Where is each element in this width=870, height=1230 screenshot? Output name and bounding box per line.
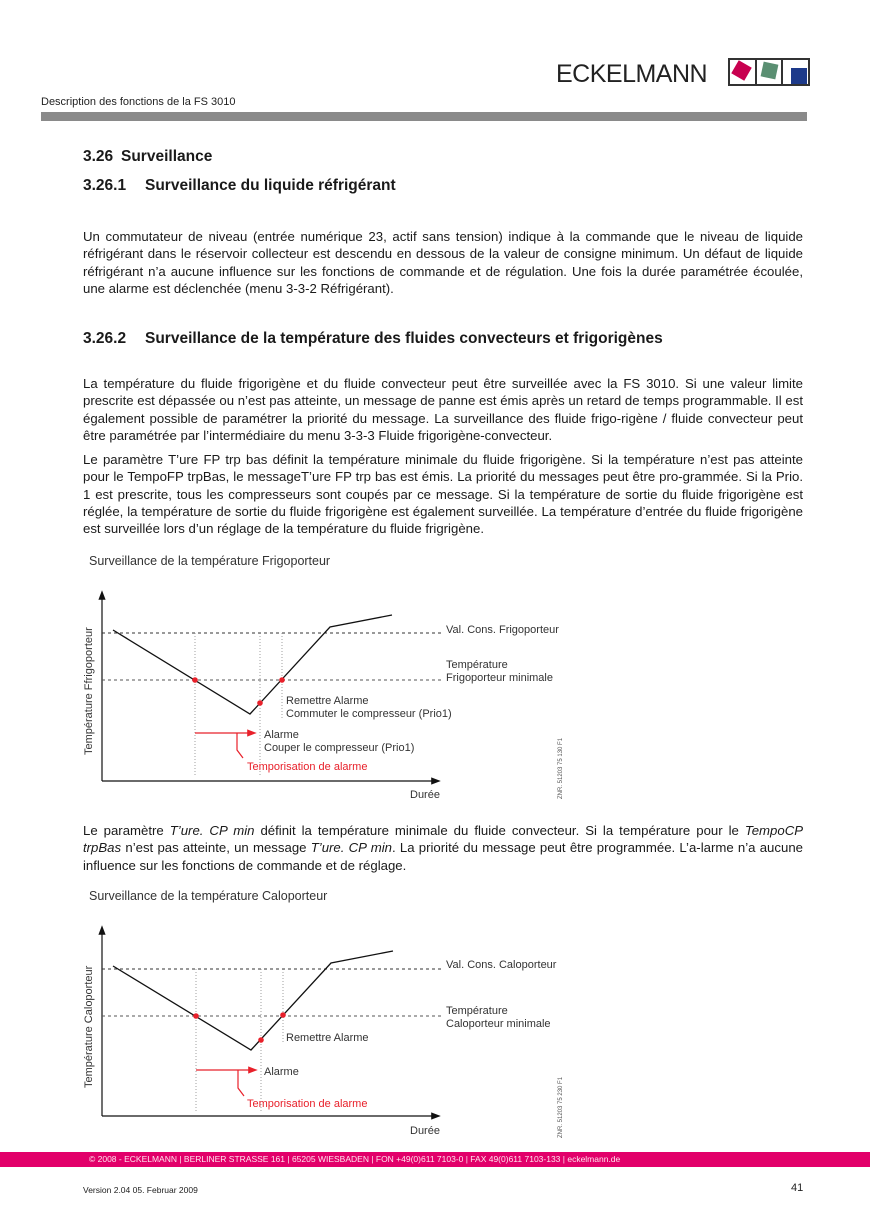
marker-delay-start (193, 1013, 199, 1019)
subsection-title: Surveillance de la température des fluides convecteurs et frigorigènes (145, 330, 663, 347)
paragraph-frigoporteur: Le paramètre T’ure FP trp bas définit la température minimale du fluide frigorigène. Si la température n’est pas atteinte pour le TempoFP trpBas, le messageT’ure FP trp bas est émis. La priorité du messages peut être pro-grammée. Si la Prio. 1 est prescrite, tous les compresseurs sont coupés par ce message. Si la température de sortie du fluide frigorigène est réglée, la température de sortie du fluide frigorigène est également surveillée. La température d’entrée du fluide frigorigène est surveillée lors d’un réglage de la température du fluide frigrigène. (83, 452, 803, 537)
minimum-label-2: Caloporteur minimale (446, 1018, 551, 1030)
alarm-label-1: Alarme (264, 1066, 299, 1078)
footer-contact: © 2008 - ECKELMANN | BERLINER STRASSE 161 | 65205 WIESBADEN | FON +49(0)611 7103-0 | FAX 49(0)611 7103-133 | eckelmann.de (89, 1154, 621, 1164)
minimum-label-2: Frigoporteur minimale (446, 672, 553, 684)
section-number: 3.26 (83, 148, 114, 165)
chart-caloporteur (80, 920, 580, 1140)
logo-green-square-icon (757, 60, 784, 84)
paragraph-caloporteur (83, 822, 803, 874)
marker-alarm (258, 1037, 264, 1043)
chart-title-frigoporteur: Surveillance de la température Frigoporteur (89, 554, 331, 568)
text: n’est pas atteinte, un message (121, 840, 311, 856)
subsection-heading-1 (83, 177, 396, 195)
paragraph-liquid-monitoring: Un commutateur de niveau (entrée numérique 23, actif sans tension) indique à la commande que le niveau de liquide réfrigérant dans le réservoir collecteur est descendu en dessous de la valeur de consigne minimum. Un défaut de liquide réfrigérant n’a aucune influence sur les fonctions de commande et de régulation. Une fois la durée paramétrée écoulée, une alarme est déclenchée (menu 3-3-2 Réfrigérant). (83, 229, 803, 296)
parameter-name: TempoCP trpBas (83, 823, 804, 856)
reset-label-2: Commuter le compresseur (Prio1) (286, 708, 452, 720)
marker-delay-start (192, 677, 198, 683)
paragraph-temperature-intro: La température du fluide frigorigène et du fluide convecteur peut être surveillée avec la FS 3010. Si une valeur limite prescrite est dépassée ou n’est pas atteinte, un message de panne est émis après un retard de temps programmable. Il est également possible de paramétrer la priorité du message. La surveillance des fluide frigo-rigène / fluide convecteur peut être paramétrée par l’intermédiaire du menu 3-3-3 Fluide frigorigène-convecteur. (83, 376, 803, 443)
x-axis-label: Durée (410, 1125, 440, 1137)
logo-blue-square-icon (783, 60, 808, 84)
version-info: Version 2.04 05. Februar 2009 (83, 1185, 198, 1195)
reset-label-1: Remettre Alarme (286, 1032, 369, 1044)
marker-reset (280, 1012, 286, 1018)
logo-red-square-icon (730, 60, 757, 84)
header-divider (41, 112, 807, 121)
reset-label-1: Remettre Alarme (286, 695, 369, 707)
alarm-label-1: Alarme (264, 729, 299, 741)
section-heading (83, 148, 212, 166)
alarm-label-2: Couper le compresseur (Prio1) (264, 742, 415, 754)
chart-title-caloporteur: Surveillance de la température Caloporteur (89, 889, 328, 903)
parameter-name: T’ure. CP min (310, 840, 392, 856)
y-axis-label: Température Caloporteur (83, 965, 95, 1088)
subsection-number: 3.26.2 (83, 330, 127, 347)
subsection-heading-2 (83, 330, 663, 348)
drawing-code: ZNR. 51203 75 230 F1 (558, 1076, 564, 1138)
subsection-title: Surveillance du liquide réfrigérant (145, 177, 396, 194)
minimum-label-1: Température (446, 1005, 508, 1017)
chart-frigoporteur (80, 585, 580, 805)
page-number: 41 (791, 1182, 804, 1194)
subsection-number: 3.26.1 (83, 177, 127, 194)
brand-logo (728, 58, 810, 86)
drawing-code: ZNR. 51203 75 130 F1 (558, 737, 564, 799)
delay-label: Temporisation de alarme (247, 1098, 368, 1110)
setpoint-label: Val. Cons. Caloporteur (446, 959, 557, 971)
y-axis-label: Température Ffrigoporteur (83, 627, 95, 755)
delay-leader (237, 733, 243, 758)
document-title: Description des fonctions de la FS 3010 (41, 96, 236, 108)
brand-name: ECKELMANN (556, 60, 708, 88)
text: . La priorité du message peut être programmée. L’a-larme n’a aucune influence sur les fonctions de commande et de réglage. (83, 840, 803, 873)
setpoint-label: Val. Cons. Frigoporteur (446, 624, 559, 636)
minimum-label-1: Température (446, 659, 508, 671)
marker-alarm (257, 700, 263, 706)
marker-reset (279, 677, 285, 683)
delay-label: Temporisation de alarme (247, 761, 368, 773)
section-title: Surveillance (121, 148, 213, 165)
x-axis-label: Durée (410, 789, 440, 801)
delay-leader (238, 1070, 244, 1096)
parameter-name: T’ure. CP min (169, 823, 255, 838)
text: définit la température minimale du fluide convecteur. Si la température pour le (254, 823, 745, 838)
text: Le paramètre (83, 823, 170, 838)
